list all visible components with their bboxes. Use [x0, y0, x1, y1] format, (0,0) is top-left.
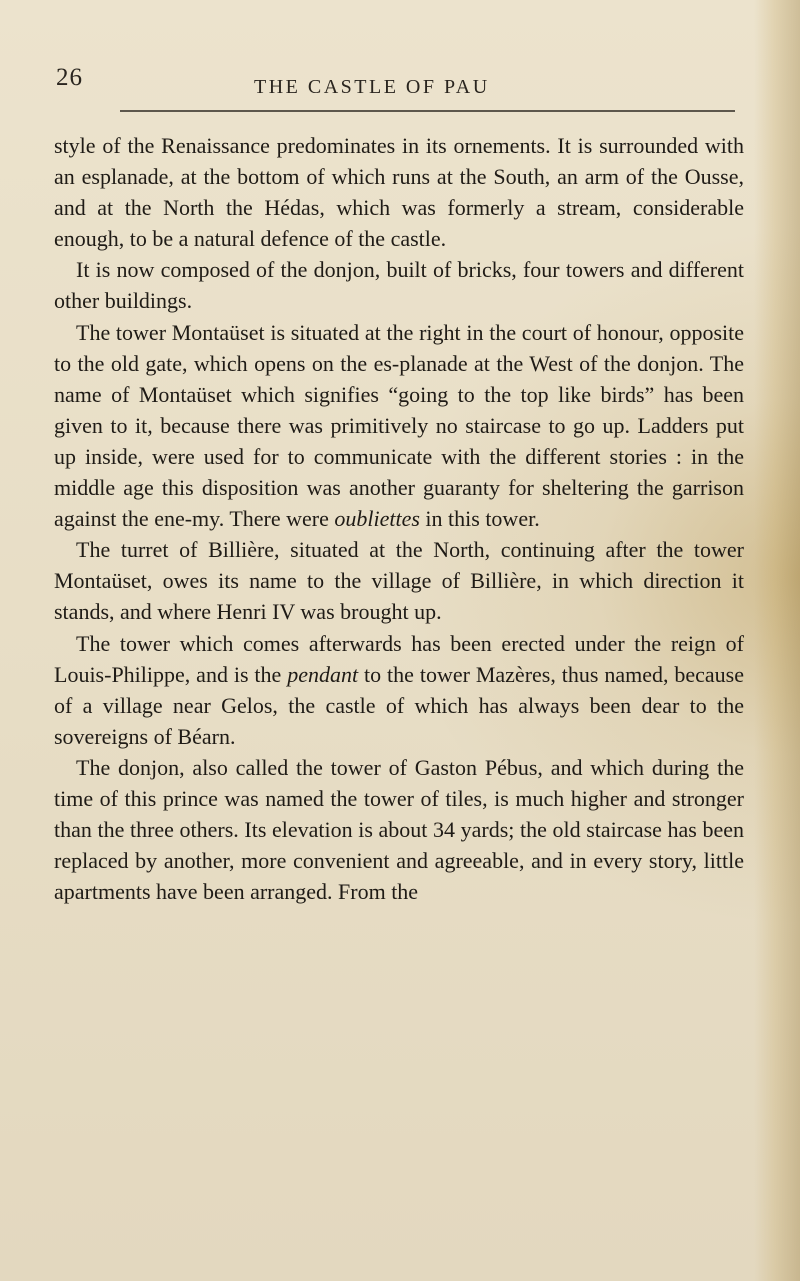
paragraph-2: It is now composed of the donjon, built of bricks, four towers and different other buildings. — [54, 257, 744, 314]
header-rule — [120, 110, 735, 112]
paragraph-3-italic: oubliettes — [334, 506, 420, 532]
paragraph-1: style of the Renaissance predominates in its ornements. It is surrounded with an esplanade, at the bottom of which runs at the South, an arm of the Ousse, and at the North the Hédas, which was formerly a stream, considerable enough, to be a natural defence of the castle. — [54, 133, 744, 252]
paragraph-4: The turret of Billière, situated at the North, continuing after the tower Montaüset, owes its name to the village of Billière, in which direction it stands, and where Henri IV was brought up. — [54, 537, 744, 625]
paragraph-5-italic: pendant — [287, 661, 359, 687]
page-number: 26 — [56, 64, 83, 91]
paragraph-3 — [54, 317, 744, 535]
paragraph-5 — [54, 628, 744, 752]
paragraph-5-text-b: to the tower Mazères, thus named, because of a village near Gelos, the castle of which has always been dear to the sovereigns of Béarn. — [54, 661, 745, 749]
paragraph-5-text-a: The tower which comes afterwards has been erected under the reign of Louis-Philippe, and is the — [54, 630, 744, 687]
paragraph-3-text-b: in this tower. — [419, 506, 540, 532]
running-head: THE CASTLE OF PAU — [254, 76, 490, 98]
paragraph-3-text-a: The tower Montaüset is situated at the right in the court of honour, opposite to the old gate, which opens on the es-planade at the West of the donjon. The name of Montaüset which signifies “going to the top like birds” has been given to it, because there was primitively no staircase to go up. Ladders put up inside, were used for to communicate with the different stories : in the middle age this disposition was another guaranty for sheltering the garrison against the ene-my. There were — [54, 319, 744, 532]
body-text — [54, 130, 744, 907]
page-edge-stain — [754, 0, 800, 1281]
paragraph-6: The donjon, also called the tower of Gaston Pébus, and which during the time of this prince was named the tower of tiles, is much higher and stronger than the three others. Its elevation is about 34 yards; the old staircase has been replaced by another, more convenient and agreeable, and in every story, little apartments have been arranged. From the — [54, 754, 744, 905]
